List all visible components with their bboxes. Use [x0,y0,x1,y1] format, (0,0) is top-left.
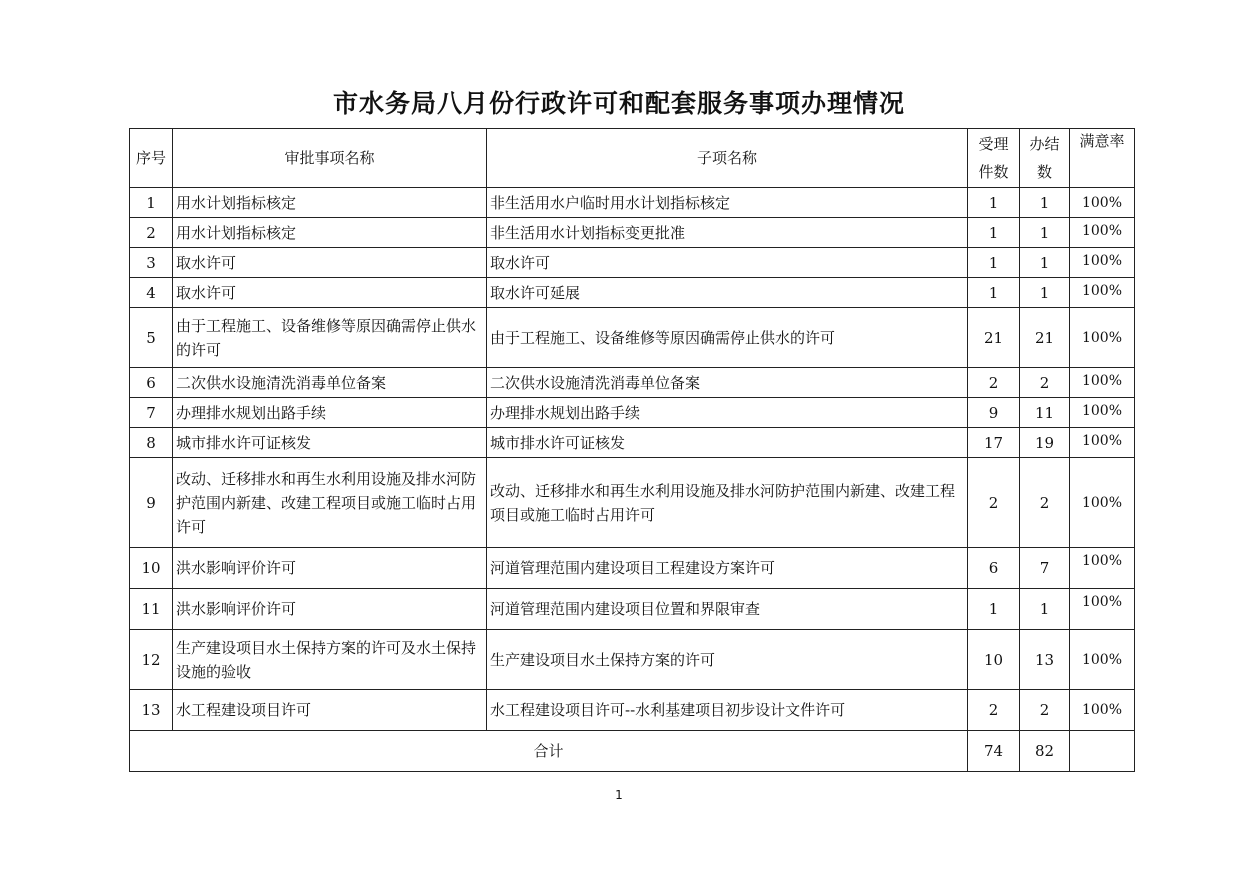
cell-total-completed: 82 [1020,731,1070,772]
page-title: 市水务局八月份行政许可和配套服务事项办理情况 [332,89,905,118]
cell-seq: 10 [130,548,173,589]
cell-item-name: 由于工程施工、设备维修等原因确需停止供水的许可 [173,308,487,368]
cell-completed: 7 [1020,548,1070,589]
cell-seq: 11 [130,589,173,630]
cell-received: 21 [968,308,1020,368]
cell-item-name: 洪水影响评价许可 [173,548,487,589]
header-completed-count: 办结 数 [1020,129,1070,188]
cell-satisfaction-rate: 100% [1070,368,1135,398]
cell-item-name: 水工程建设项目许可 [173,690,487,731]
cell-satisfaction-rate: 100% [1070,248,1135,278]
cell-completed: 2 [1020,458,1070,548]
cell-satisfaction-rate: 100% [1070,428,1135,458]
cell-sub-item-name: 生产建设项目水土保持方案的许可 [487,630,968,690]
cell-item-name: 生产建设项目水土保持方案的许可及水土保持设施的验收 [173,630,487,690]
cell-total-received: 74 [968,731,1020,772]
cell-satisfaction-rate: 100% [1070,278,1135,308]
cell-sub-item-name: 改动、迁移排水和再生水利用设施及排水河防护范围内新建、改建工程项目或施工临时占用许可 [487,458,968,548]
cell-item-name: 用水计划指标核定 [173,218,487,248]
cell-received: 2 [968,690,1020,731]
table-row [130,589,1135,630]
table-row [130,458,1135,548]
cell-satisfaction-rate: 100% [1070,690,1135,731]
cell-total-rate [1070,731,1135,772]
table-row [130,368,1135,398]
cell-received: 1 [968,589,1020,630]
cell-seq: 6 [130,368,173,398]
cell-received: 1 [968,218,1020,248]
cell-satisfaction-rate: 100% [1070,589,1135,630]
cell-seq: 2 [130,218,173,248]
cell-item-name: 二次供水设施清洗消毒单位备案 [173,368,487,398]
cell-satisfaction-rate: 100% [1070,188,1135,218]
cell-seq: 5 [130,308,173,368]
header-received-count: 受理 件数 [968,129,1020,188]
cell-item-name: 办理排水规划出路手续 [173,398,487,428]
cell-total-label: 合计 [130,731,968,772]
cell-seq: 12 [130,630,173,690]
table-row [130,218,1135,248]
table-row [130,690,1135,731]
cell-received: 17 [968,428,1020,458]
cell-completed: 13 [1020,630,1070,690]
cell-sub-item-name: 水工程建设项目许可--水利基建项目初步设计文件许可 [487,690,968,731]
cell-item-name: 城市排水许可证核发 [173,428,487,458]
cell-item-name: 用水计划指标核定 [173,188,487,218]
table-row [130,308,1135,368]
cell-seq: 4 [130,278,173,308]
cell-received: 6 [968,548,1020,589]
cell-item-name: 取水许可 [173,248,487,278]
cell-satisfaction-rate: 100% [1070,218,1135,248]
cell-item-name: 取水许可 [173,278,487,308]
cell-completed: 2 [1020,368,1070,398]
cell-satisfaction-rate: 100% [1070,630,1135,690]
cell-sub-item-name: 河道管理范围内建设项目位置和界限审查 [487,589,968,630]
table-row [130,548,1135,589]
cell-received: 2 [968,458,1020,548]
cell-received: 9 [968,398,1020,428]
cell-received: 2 [968,368,1020,398]
cell-sub-item-name: 取水许可 [487,248,968,278]
table-total-row [130,731,1135,772]
table-row [130,278,1135,308]
table-row [130,248,1135,278]
cell-sub-item-name: 城市排水许可证核发 [487,428,968,458]
cell-completed: 1 [1020,248,1070,278]
cell-sub-item-name: 取水许可延展 [487,278,968,308]
cell-sub-item-name: 河道管理范围内建设项目工程建设方案许可 [487,548,968,589]
cell-item-name: 改动、迁移排水和再生水利用设施及排水河防护范围内新建、改建工程项目或施工临时占用许可 [173,458,487,548]
cell-seq: 3 [130,248,173,278]
cell-received: 1 [968,278,1020,308]
cell-satisfaction-rate: 100% [1070,398,1135,428]
cell-sub-item-name: 二次供水设施清洗消毒单位备案 [487,368,968,398]
header-seq: 序号 [130,129,173,188]
table-row [130,398,1135,428]
table-header-row [130,129,1135,188]
cell-completed: 11 [1020,398,1070,428]
cell-completed: 2 [1020,690,1070,731]
table-row [130,188,1135,218]
cell-seq: 8 [130,428,173,458]
cell-seq: 9 [130,458,173,548]
cell-completed: 21 [1020,308,1070,368]
cell-completed: 1 [1020,589,1070,630]
cell-received: 1 [968,188,1020,218]
header-satisfaction-rate: 满意率 [1070,129,1135,188]
cell-sub-item-name: 非生活用水计划指标变更批准 [487,218,968,248]
approval-table [129,128,1135,772]
header-item-name: 审批事项名称 [173,129,487,188]
page-number: 1 [615,788,623,802]
cell-seq: 1 [130,188,173,218]
cell-completed: 1 [1020,188,1070,218]
table-row [130,630,1135,690]
cell-seq: 13 [130,690,173,731]
cell-completed: 1 [1020,218,1070,248]
cell-sub-item-name: 非生活用水户临时用水计划指标核定 [487,188,968,218]
cell-satisfaction-rate: 100% [1070,458,1135,548]
cell-seq: 7 [130,398,173,428]
cell-sub-item-name: 由于工程施工、设备维修等原因确需停止供水的许可 [487,308,968,368]
cell-item-name: 洪水影响评价许可 [173,589,487,630]
cell-received: 1 [968,248,1020,278]
header-sub-item-name: 子项名称 [487,129,968,188]
cell-received: 10 [968,630,1020,690]
cell-completed: 19 [1020,428,1070,458]
cell-satisfaction-rate: 100% [1070,548,1135,589]
cell-completed: 1 [1020,278,1070,308]
table-row [130,428,1135,458]
cell-satisfaction-rate: 100% [1070,308,1135,368]
cell-sub-item-name: 办理排水规划出路手续 [487,398,968,428]
